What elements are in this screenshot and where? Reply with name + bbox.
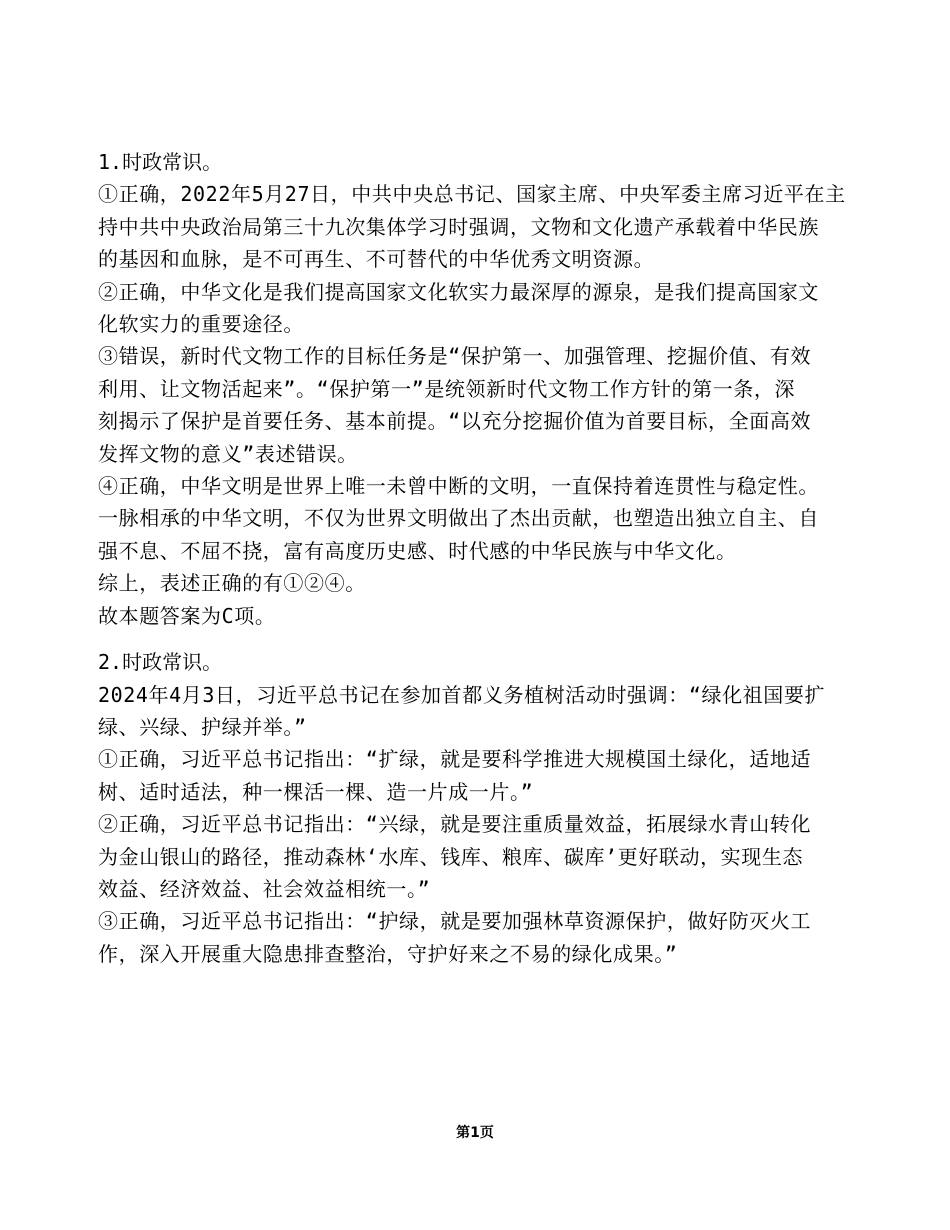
section-2-heading: 2.时政常识。	[98, 650, 223, 675]
text-line: ②正确，中华文化是我们提高国家文化软实力最深厚的源泉，是我们提高国家文	[98, 279, 819, 304]
text-line: 效益、经济效益、社会效益相统一。”	[98, 876, 431, 901]
section-2-body	[98, 679, 858, 971]
text-line: ③正确，习近平总书记指出：“护绿，就是要加强林草资源保护，做好防灭火工	[98, 909, 812, 934]
text-line: ①正确，习近平总书记指出：“扩绿，就是要科学推进大规模国土绿化，适地适	[98, 747, 812, 772]
text-line: 刻揭示了保护是首要任务、基本前提。“以充分挖掘价值为首要目标，全面高效	[98, 409, 812, 434]
text-line: ③错误，新时代文物工作的目标任务是“保护第一、加强管理、挖掘价值、有效	[98, 344, 812, 369]
text-line: ④正确，中华文明是世界上唯一未曾中断的文明，一直保持着连贯性与稳定性。	[98, 474, 819, 499]
text-line: 绿、兴绿、护绿并举。”	[98, 714, 307, 739]
text-line: 化软实力的重要途径。	[98, 312, 304, 337]
text-line: 2024年4月3日，习近平总书记在参加首都义务植树活动时强调：“绿化祖国要扩	[98, 682, 826, 707]
text-line: 为金山银山的路径，推动森林‘水库、钱库、粮库、碳库’更好联动，实现生态	[98, 844, 804, 869]
text-line: 作，深入开展重大隐患排查整治，守护好来之不易的绿化成果。”	[98, 941, 678, 966]
section-1-body	[98, 178, 858, 632]
text-line: ②正确，习近平总书记指出：“兴绿，就是要注重质量效益，拓展绿水青山转化	[98, 812, 812, 837]
text-line: ①正确，2022年5月27日，中共中央总书记、国家主席、中央军委主席习近平在主	[98, 182, 846, 207]
section-1-heading: 1.时政常识。	[98, 150, 223, 174]
text-line: 强不息、不屈不挠，富有高度历史感、时代感的中华民族与中华文化。	[98, 538, 737, 563]
section-gap	[98, 632, 858, 646]
text-line: 树、适时适法，种一棵活一棵、造一片成一片。”	[98, 779, 534, 804]
document-body	[98, 146, 858, 970]
text-line: 持中共中央政治局第三十九次集体学习时强调，文物和文化遗产承载着中华民族	[98, 214, 819, 239]
text-line: 一脉相承的中华文明，不仅为世界文明做出了杰出贡献，也塑造出独立自主、自	[98, 506, 819, 531]
text-line: 利用、让文物活起来”。“保护第一”是统领新时代文物工作方针的第一条，深	[98, 376, 796, 401]
text-line: 的基因和血脉，是不可再生、不可替代的中华优秀文明资源。	[98, 247, 655, 272]
answer-line: 故本题答案为C项。	[98, 603, 276, 628]
summary-line: 综上，表述正确的有①②④。	[98, 571, 366, 596]
text-line: 发挥文物的意义”表述错误。	[98, 441, 358, 466]
page-number: 第1页	[456, 1125, 494, 1141]
